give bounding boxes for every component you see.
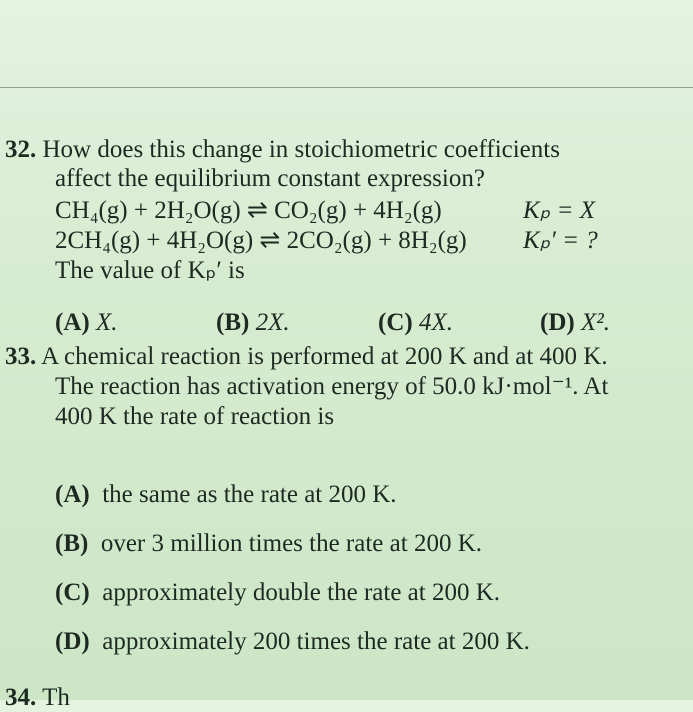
option-label: (B) <box>55 530 89 557</box>
equation-2: 2CH₄(g) + 4H₂O(g) ⇌ 2CO₂(g) + 8H₂(g) <box>55 227 467 254</box>
option-label: (C) <box>378 309 413 336</box>
question-number: 34. <box>5 684 37 711</box>
equation-1-k: Kₚ = X <box>523 197 596 224</box>
equation-2-k: Kₚ′ = ? <box>523 227 598 254</box>
question-text: 400 K the rate of reaction is <box>55 403 335 430</box>
question-34-partial <box>5 684 70 712</box>
option-text: over 3 million times the rate at 200 K. <box>100 530 482 557</box>
question-text: affect the equilibrium constant expression? <box>55 165 485 192</box>
option-b[interactable] <box>55 530 482 558</box>
question-text: Th <box>42 684 70 711</box>
option-b[interactable] <box>216 309 290 337</box>
option-c[interactable] <box>378 309 453 337</box>
option-text: approximately 200 times the rate at 200 K. <box>102 628 530 655</box>
option-a[interactable] <box>55 309 118 337</box>
option-text: the same as the rate at 200 K. <box>102 481 397 508</box>
question-text: A chemical reaction is performed at 200 K and at 400 K. <box>41 343 608 370</box>
option-text: 2X. <box>255 309 290 336</box>
option-a[interactable] <box>55 481 397 509</box>
option-text: 4X. <box>418 309 453 336</box>
option-d[interactable] <box>55 628 530 656</box>
question-number: 32. <box>5 136 37 163</box>
question-text: The value of Kₚ′ is <box>55 257 245 284</box>
question-text: The reaction has activation energy of 50.0 kJ·mol⁻¹. At <box>55 373 609 400</box>
option-label: (D) <box>540 309 575 336</box>
option-label: (D) <box>55 628 90 655</box>
option-text: X². <box>580 309 610 336</box>
option-c[interactable] <box>55 579 500 607</box>
option-label: (B) <box>216 309 250 336</box>
option-d[interactable] <box>540 309 610 337</box>
option-label: (A) <box>55 481 90 508</box>
question-number: 33. <box>5 343 37 370</box>
section-divider <box>0 87 693 88</box>
option-text: X. <box>95 309 118 336</box>
option-text: approximately double the rate at 200 K. <box>102 579 501 606</box>
option-label: (C) <box>55 579 90 606</box>
option-label: (A) <box>55 309 90 336</box>
equation-1: CH₄(g) + 2H₂O(g) ⇌ CO₂(g) + 4H₂(g) <box>55 197 442 224</box>
question-text: How does this change in stoichiometric coefficients <box>42 136 560 163</box>
